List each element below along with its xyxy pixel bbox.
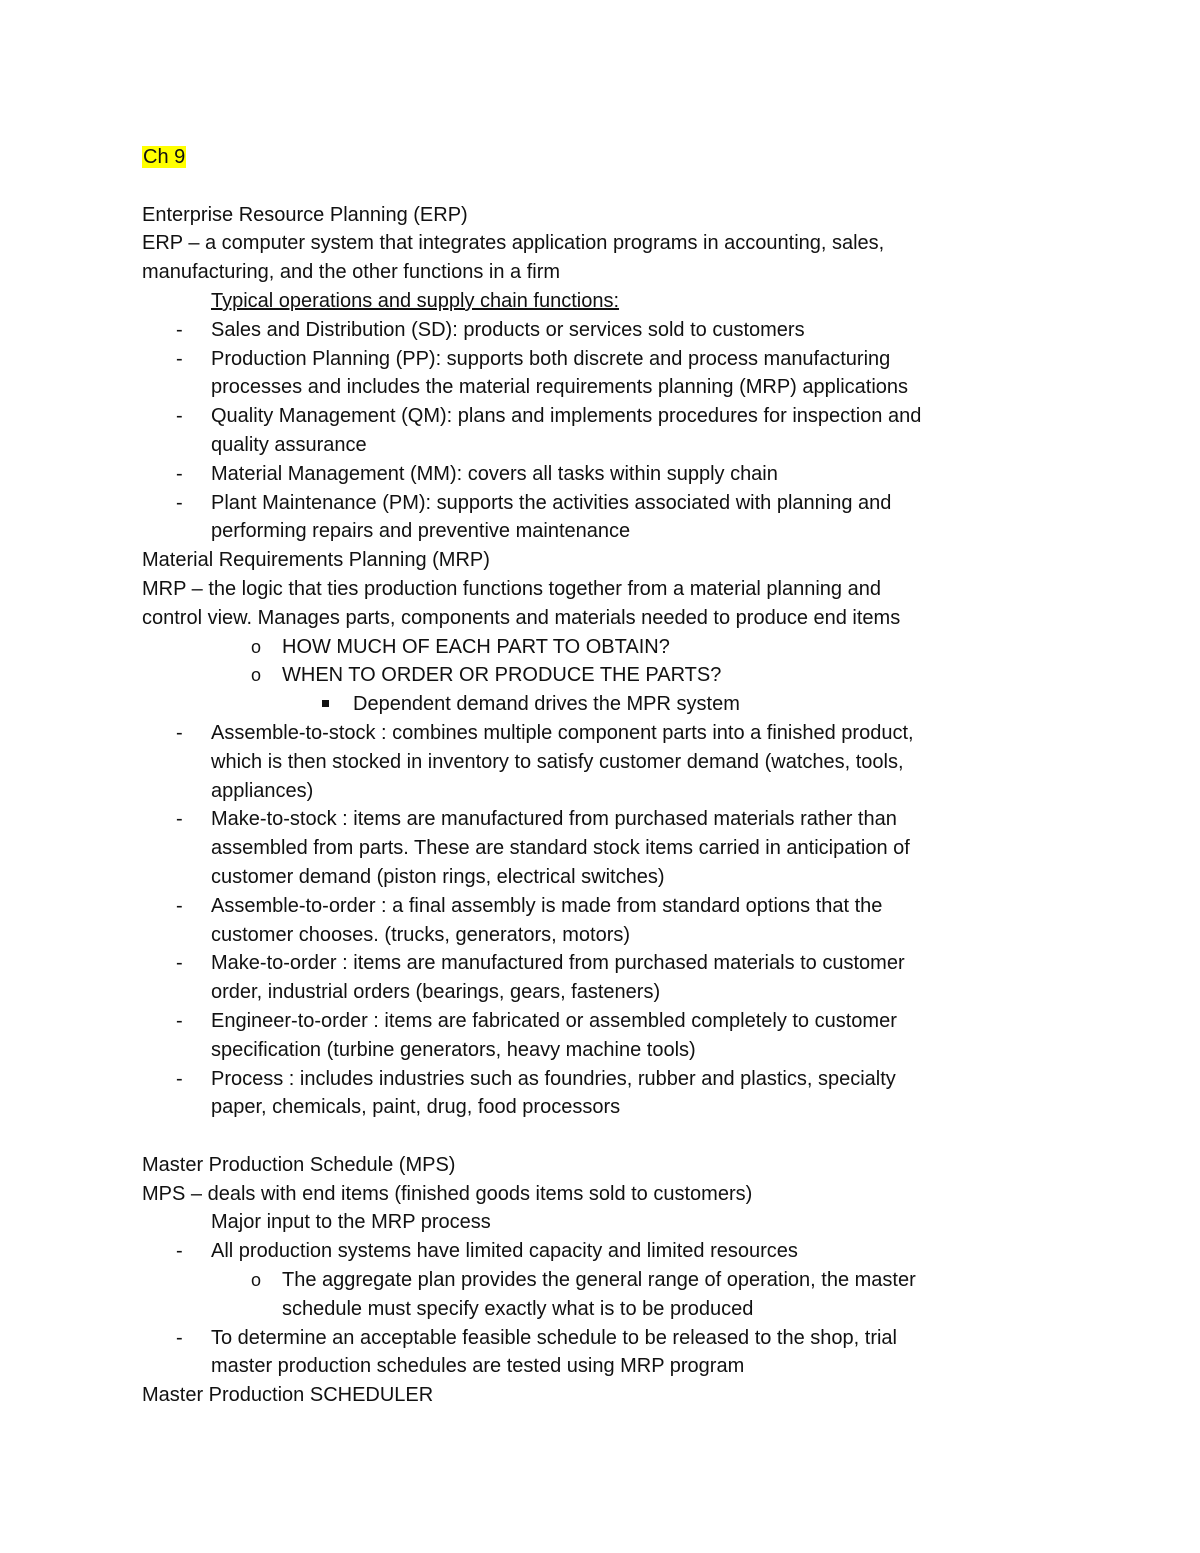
dash-bullet: - — [176, 462, 183, 485]
list-item-cont: paper, chemicals, paint, drug, food processors — [211, 1096, 621, 1119]
list-item-cont: customer chooses. (trucks, generators, motors) — [211, 923, 631, 946]
circle-bullet: o — [251, 636, 262, 657]
spacer — [142, 1122, 1062, 1151]
erp-heading: Enterprise Resource Planning (ERP) — [142, 203, 468, 226]
sub-item: o The aggregate plan provides the general range of operation, the master — [142, 1266, 1062, 1295]
list-item: - All production systems have limited capacity and limited resources — [142, 1237, 1062, 1266]
list-item: - Material Management (MM): covers all tasks within supply chain — [142, 460, 1062, 489]
mps-definition: MPS – deals with end items (finished goods items sold to customers) — [142, 1182, 753, 1205]
list-item: - Make-to-stock : items are manufactured from purchased materials rather than — [142, 805, 1062, 834]
list-item: - Assemble-to-stock : combines multiple component parts into a finished product, — [142, 719, 1062, 748]
list-item-cont: processes and includes the material requirements planning (MRP) applications — [211, 376, 909, 399]
chapter-title — [142, 143, 1062, 172]
dash-bullet: - — [176, 1326, 183, 1349]
list-item: - Engineer-to-order : items are fabricated or assembled completely to customer — [142, 1007, 1062, 1036]
circle-bullet: o — [251, 665, 262, 686]
mrp-definition-cont: control view. Manages parts, components and materials needed to produce end items — [142, 606, 901, 629]
dash-bullet: - — [176, 1009, 183, 1032]
dash-bullet: - — [176, 721, 183, 744]
question-item: o WHEN TO ORDER OR PRODUCE THE PARTS? — [142, 661, 1062, 690]
list-item-cont: appliances) — [211, 779, 314, 802]
list-item-cont: quality assurance — [211, 433, 367, 456]
list-item-cont: customer demand (piston rings, electrical switches) — [211, 865, 665, 888]
chapter-highlight: Ch 9 — [143, 146, 186, 168]
list-item-cont: order, industrial orders (bearings, gears, fasteners) — [211, 981, 661, 1004]
dash-bullet: - — [176, 1067, 183, 1090]
list-item-cont: performing repairs and preventive maintenance — [211, 520, 631, 543]
list-item-cont: specification (turbine generators, heavy machine tools) — [211, 1038, 696, 1061]
mps-heading: Master Production Schedule (MPS) — [142, 1153, 456, 1176]
dash-bullet: - — [176, 405, 183, 428]
mrp-heading: Material Requirements Planning (MRP) — [142, 549, 490, 572]
dash-bullet: - — [176, 894, 183, 917]
dash-bullet: - — [176, 318, 183, 341]
sub-item-cont: schedule must specify exactly what is to be produced — [282, 1297, 754, 1320]
question-item: o HOW MUCH OF EACH PART TO OBTAIN? — [142, 633, 1062, 662]
mps-subheading: Major input to the MRP process — [211, 1211, 491, 1234]
dash-bullet: - — [176, 347, 183, 370]
list-item: - Plant Maintenance (PM): supports the activities associated with planning and — [142, 489, 1062, 518]
dash-bullet: - — [176, 491, 183, 514]
dash-bullet: - — [176, 1240, 183, 1263]
dash-bullet: - — [176, 808, 183, 831]
erp-definition-cont: manufacturing, and the other functions in a firm — [142, 261, 561, 284]
list-item: - Quality Management (QM): plans and implements procedures for inspection and — [142, 402, 1062, 431]
list-item-cont: assembled from parts. These are standard stock items carried in anticipation of — [211, 837, 910, 860]
list-item-cont: which is then stocked in inventory to satisfy customer demand (watches, tools, — [211, 750, 904, 773]
spacer — [142, 172, 1062, 201]
notes-body — [142, 143, 1062, 1410]
list-item: - To determine an acceptable feasible schedule to be released to the shop, trial — [142, 1324, 1062, 1353]
list-item: - Production Planning (PP): supports both discrete and process manufacturing — [142, 345, 1062, 374]
mrp-definition: MRP – the logic that ties production functions together from a material planning and — [142, 577, 881, 600]
circle-bullet: o — [251, 1270, 262, 1291]
erp-definition: ERP – a computer system that integrates application programs in accounting, sales, — [142, 232, 885, 255]
erp-subheading: Typical operations and supply chain functions: — [211, 289, 620, 312]
dash-bullet: - — [176, 952, 183, 975]
list-item: - Process : includes industries such as foundries, rubber and plastics, specialty — [142, 1065, 1062, 1094]
list-item: - Assemble-to-order : a final assembly is made from standard options that the — [142, 892, 1062, 921]
list-item: - Make-to-order : items are manufactured from purchased materials to customer — [142, 949, 1062, 978]
scheduler-heading: Master Production SCHEDULER — [142, 1384, 434, 1407]
note-item: Dependent demand drives the MPR system — [142, 690, 1062, 719]
list-item-cont: master production schedules are tested using MRP program — [211, 1355, 745, 1378]
list-item: - Sales and Distribution (SD): products or services sold to customers — [142, 316, 1062, 345]
square-bullet-icon — [322, 700, 329, 707]
